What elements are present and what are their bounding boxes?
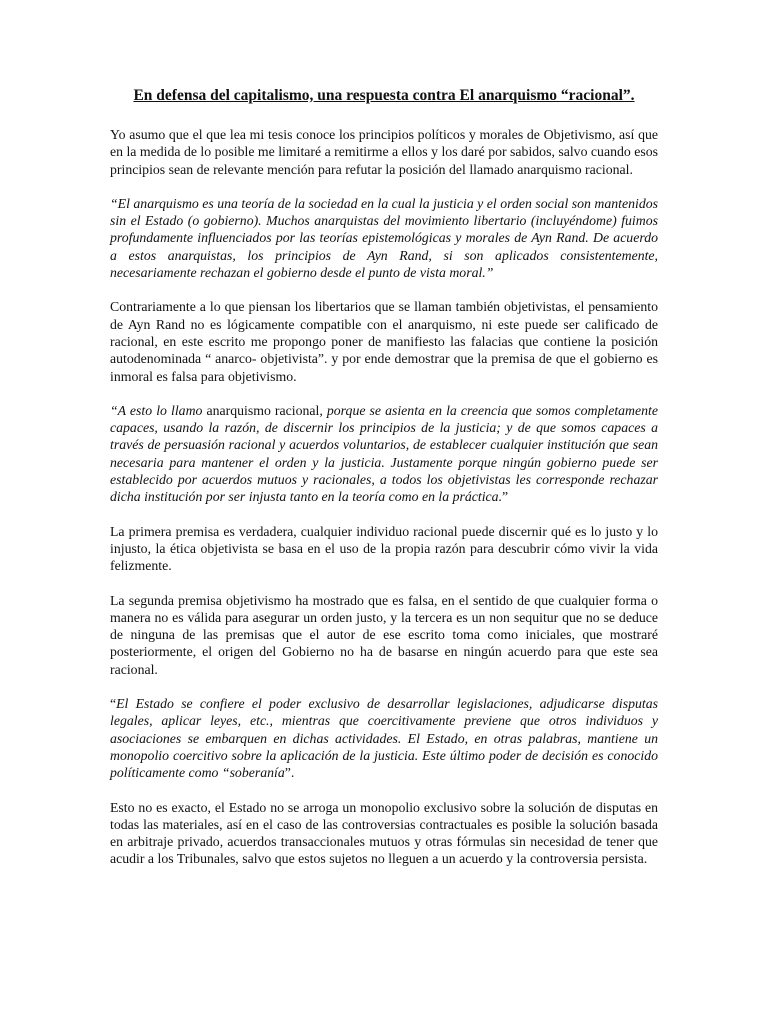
- quote-close: ”.: [284, 765, 295, 781]
- paragraph-first-premise: La primera premisa es verdadera, cualquier individuo racional puede discernir qué es lo justo y lo injusto, la ética objetivista se basa en el uso de la propia razón para descubrir cómo vivir la vida felizmente.: [110, 523, 658, 574]
- quote-open: “: [110, 696, 117, 712]
- quote-part: “A esto lo llamo: [110, 402, 207, 418]
- quote-close: ”: [502, 489, 509, 505]
- quote-part: , porque se asienta en la creencia que somos completamente capaces, usando la razón, de discernir los principios de la justicia; y de que somos capaces a través de persuasión racional y acuerdos voluntarios, de establecer cualquier institución que sean necesaria para mantener el orden y la justicia. Justamente porque ningún gobierno puede ser establecido por acuerdos mutuos y racionales, a todos los objetivistas les corresponde rechazar dicha institución por ser injusta tanto en la teoría como en la práctica.: [110, 402, 658, 505]
- document-title: En defensa del capitalismo, una respuesta contra El anarquismo “racional”.: [133, 87, 635, 104]
- paragraph-second-premise: La segunda premisa objetivismo ha mostrado que es falsa, en el sentido de que cualquier forma o manera no es válida para asegurar un orden justo, y la tercera es un non sequitur que no se deduce de ninguna de las premisas que el autor de ese escrito toma como iniciales, que mostraré posteriormente, el origen del Gobierno no ha de basarse en ningún acuerdo para que este sea racional.: [110, 592, 658, 677]
- document-page: [110, 86, 658, 885]
- quote-term: “soberanía: [221, 765, 285, 781]
- paragraph-intro: Yo asumo que el que lea mi tesis conoce los principios políticos y morales de Objetivismo, así que en la medida de lo posible me limitaré a remitirme a ellos y los daré por sabidos, salvo cuando esos principios sean de relevante mención para refutar la posición del llamado anarquismo racional.: [110, 127, 658, 177]
- quote-anarchism-definition: “El anarquismo es una teoría de la sociedad en la cual la justicia y el orden social son mantenidos sin el Estado (o gobierno). Muchos anarquistas del movimiento libertario (incluyéndome) fuimos profundamente influenciados por las teorías epistemológicas y morales de Ayn Rand. De acuerdo a estos anarquistas, los principios de Ayn Rand, si son aplicados consistentemente, necesariamente rechazan el gobierno desde el punto de vista moral.”: [110, 195, 658, 281]
- quote-term: anarquismo racional: [206, 402, 320, 418]
- quote-rational-anarchism: [110, 402, 658, 506]
- quote-part: El Estado se confiere el poder exclusivo de desarrollar legislaciones, adjudicarse disputas legales, aplicar leyes, etc., mientras que coercitivamente previene que otros individuos y asociaciones se embarquen en dichas actividades. El Estado, en otras palabras, mantiene un monopolio coercitivo sobre la aplicación de la justicia. Este último poder de decisión es conocido políticamente como: [110, 696, 658, 781]
- quote-state-monopoly: [110, 695, 658, 781]
- paragraph-contrary: Contrariamente a lo que piensan los libertarios que se llaman también objetivistas, el pensamiento de Ayn Rand no es lógicamente compatible con el anarquismo, ni este puede ser calificado de racional, en este escrito me propongo poner de manifiesto las falacias que contiene la posición autodenominada “ anarco- objetivista”. y por ende demostrar que la premisa de que el gobierno es inmoral es falsa para objetivismo.: [110, 299, 658, 384]
- paragraph-not-exact: Esto no es exacto, el Estado no se arroga un monopolio exclusivo sobre la solución de disputas en todas las materiales, así en el caso de las controversias contractuales es posible la solución basada en arbitraje privado, acuerdos transaccionales mutuos y otras fórmulas sin necesidad de tener que acudir a los Tribunales, salvo que estos sujetos no lleguen a un acuerdo y la controversia persista.: [110, 799, 658, 867]
